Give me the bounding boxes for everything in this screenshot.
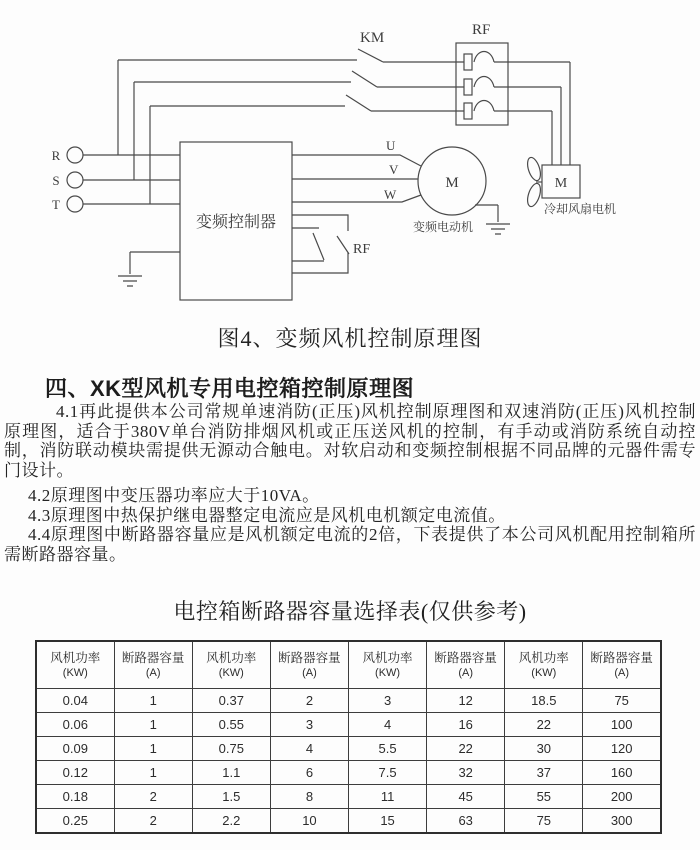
output-wires [292,155,421,202]
table-cell: 0.09 [36,737,114,761]
table-cell: 1.5 [192,785,270,809]
header-breaker-capacity-2: 断路器容量 (A) [270,641,348,689]
controller-ground [118,252,180,286]
table-cell: 22 [427,737,505,761]
out-v-label: V [389,162,399,177]
table-cell: 200 [583,785,661,809]
table-cell: 45 [427,785,505,809]
paragraph-4-3: 4.3原理图中热保护继电器整定电流应是风机电机额定电流值。 [28,505,506,525]
table-cell: 37 [505,761,583,785]
heater-element-3 [464,103,472,119]
header-fan-power-3: 风机功率 (KW) [349,641,427,689]
table-cell: 1 [114,689,192,713]
table-cell: 2 [114,809,192,834]
table-cell: 3 [270,713,348,737]
table-cell: 120 [583,737,661,761]
table-title: 电控箱断路器容量选择表(仅供参考) [173,599,527,624]
fan-blade-bottom [525,182,543,208]
table-cell: 0.18 [36,785,114,809]
header-breaker-capacity-4: 断路器容量 (A) [583,641,661,689]
fan-motor-feeders [552,62,570,165]
heater-element-2 [464,79,472,95]
table-cell: 0.06 [36,713,114,737]
motor-ground [475,205,510,234]
table-header-row [36,641,661,689]
terminal-r-circle [67,147,83,163]
table-cell: 0.12 [36,761,114,785]
table-cell: 7.5 [349,761,427,785]
table-cell: 300 [583,809,661,834]
table-cell: 100 [583,713,661,737]
rf-contact-outer-loop [292,215,349,273]
table-cell: 8 [270,785,348,809]
rf-contact-label: RF [353,242,371,257]
km-contact-blades [346,49,383,111]
table-cell: 1 [114,713,192,737]
motor-caption: 变频电动机 [413,220,474,234]
table-cell: 1 [114,737,192,761]
paragraph-4-4: 4.4原理图中断路器容量应是风机额定电流的2倍，下表提供了本公司风机配用控制箱所需断路器容量。 [4,525,696,564]
table-row [36,785,661,809]
table-cell: 55 [505,785,583,809]
motor-symbol-label: M [445,175,459,191]
header-breaker-capacity-3: 断路器容量 (A) [427,641,505,689]
heater-element-1 [464,54,472,70]
table-cell: 4 [270,737,348,761]
table-cell: 2 [270,689,348,713]
table-cell: 0.55 [192,713,270,737]
table-cell: 0.25 [36,809,114,834]
table-row [36,761,661,785]
km-label: KM [360,30,385,46]
table-cell: 12 [427,689,505,713]
terminal-s-circle [67,172,83,188]
branch-wires [118,60,357,106]
table-row [36,809,661,834]
section-body [4,402,696,564]
table-cell: 2 [114,785,192,809]
table-cell: 0.37 [192,689,270,713]
fan-caption: 冷却风扇电机 [544,202,617,216]
fan-symbol-label: M [554,176,568,191]
table-cell: 160 [583,761,661,785]
out-u-label: U [386,138,396,153]
breaker-capacity-table [35,640,662,834]
header-fan-power-1: 风机功率 (KW) [36,641,114,689]
table-cell: 11 [349,785,427,809]
table-cell: 10 [270,809,348,834]
table-cell: 0.04 [36,689,114,713]
table-cell: 6 [270,761,348,785]
header-breaker-capacity-1: 断路器容量 (A) [114,641,192,689]
table-cell: 1.1 [192,761,270,785]
header-fan-power-2: 风机功率 (KW) [192,641,270,689]
table-cell: 2.2 [192,809,270,834]
table-cell: 0.75 [192,737,270,761]
table-cell: 75 [583,689,661,713]
circuit-diagram [0,0,700,315]
table-row [36,713,661,737]
rf-contact-inner-loop [292,228,324,261]
table-cell: 18.5 [505,689,583,713]
out-w-label: W [384,187,397,202]
phase-r-label: R [51,148,61,163]
table-cell: 75 [505,809,583,834]
table-cell: 32 [427,761,505,785]
table-cell: 30 [505,737,583,761]
figure-caption: 图4、变频风机控制原理图 [217,326,483,351]
controller-label: 变频控制器 [195,214,277,231]
table-cell: 3 [349,689,427,713]
table-cell: 16 [427,713,505,737]
paragraph-4-1: 4.1再此提供本公司常规单速消防(正压)风机控制原理图和双速消防(正压)风机控制原理图，适合于380V单台消防排烟风机或正压送风机的控制，有手动或消防系统自动控制，消防联动模块需提供无源动合触电。对软启动和变频控制根据不同品牌的元器件需专门设计。 [4,402,696,480]
table-cell: 1 [114,761,192,785]
table-cell: 15 [349,809,427,834]
header-fan-power-4: 风机功率 (KW) [505,641,583,689]
rf-relay-label: RF [472,22,491,38]
table-cell: 5.5 [349,737,427,761]
relay-inlet-wires [371,62,456,111]
fan-blade-top [525,156,543,182]
table-row [36,689,661,713]
paragraph-4-2: 4.2原理图中变压器功率应大于10VA。 [28,486,320,505]
phase-t-label: T [52,197,60,212]
phase-s-label: S [52,173,60,188]
phase-feed-wires [83,155,180,204]
table-row [36,737,661,761]
table-cell: 22 [505,713,583,737]
table-cell: 4 [349,713,427,737]
section-heading: 四、XK型风机专用电控箱控制原理图 [45,376,415,401]
terminal-t-circle [67,196,83,212]
table-cell: 63 [427,809,505,834]
